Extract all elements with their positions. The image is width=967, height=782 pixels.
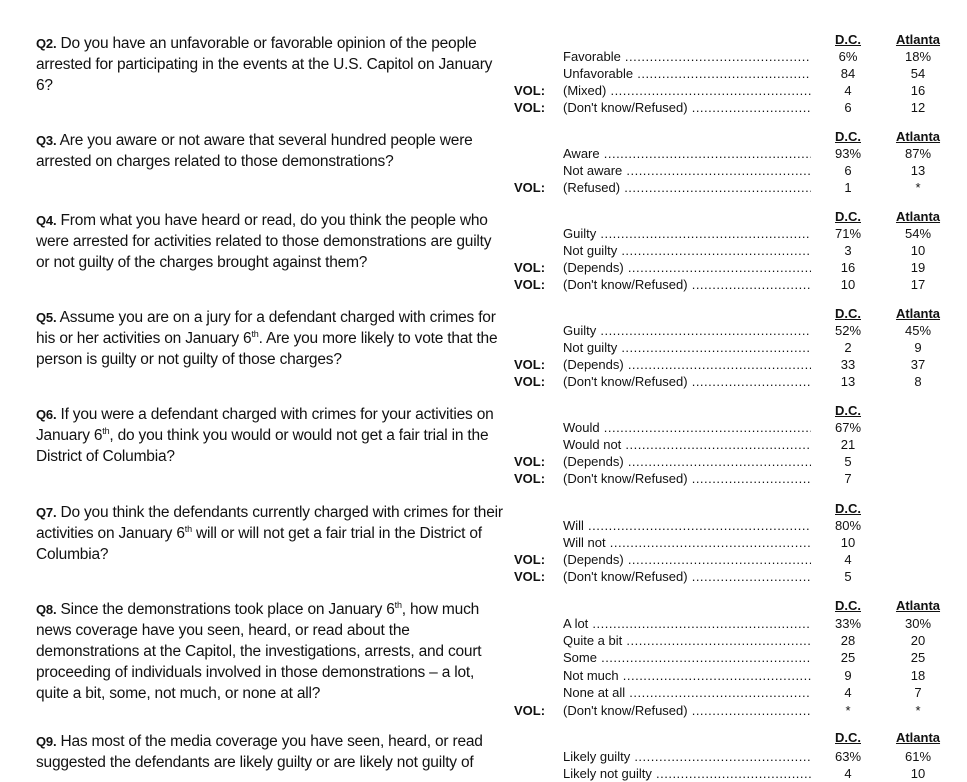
value-atlanta: * xyxy=(915,703,921,718)
value-atlanta: 9 xyxy=(914,340,922,355)
question-body-cont: , do you think you would or would not get a fair trial in the District of Columbia? xyxy=(36,427,489,465)
value-atlanta: 17 xyxy=(910,277,926,292)
answer-row xyxy=(0,568,967,585)
column-header-dc: D.C. xyxy=(835,730,861,745)
answer-row xyxy=(0,436,967,453)
value-atlanta: 54% xyxy=(904,226,932,241)
value-dc: 28 xyxy=(840,633,856,648)
value-dc: * xyxy=(845,703,851,718)
value-dc: 4 xyxy=(844,552,852,567)
value-dc: 2 xyxy=(844,340,852,355)
value-atlanta: 10 xyxy=(910,766,926,781)
vol-tag: VOL: xyxy=(514,552,546,567)
vol-tag: VOL: xyxy=(514,180,546,195)
column-header-atlanta: Atlanta xyxy=(895,730,941,745)
value-dc: 67% xyxy=(834,420,862,435)
value-atlanta: 19 xyxy=(910,260,926,275)
answer-row xyxy=(0,225,967,242)
answer-row xyxy=(0,99,967,116)
answer-label: (Mixed) ..... xyxy=(563,82,811,99)
vol-tag: VOL: xyxy=(514,471,546,486)
value-atlanta: 8 xyxy=(914,374,922,389)
question-body-cont: , how much news coverage have you seen, heard, or read about the demonstrations at the Capitol, the investigations, arrests, and court proceeding of individuals involved in those demonstrations – a lot, quite a bit, some, not much, or none at all? xyxy=(36,601,482,702)
value-dc: 4 xyxy=(844,766,852,781)
answer-row xyxy=(0,373,967,390)
answer-row xyxy=(0,702,967,719)
column-header-atlanta: Atlanta xyxy=(895,32,941,47)
answer-row xyxy=(0,322,967,339)
answer-row xyxy=(0,765,967,782)
question-body: Assume you are on a jury for a defendant charged with crimes for his or her activities on January 6 xyxy=(36,309,496,347)
answer-row xyxy=(0,632,967,649)
value-dc: 33% xyxy=(834,616,862,631)
question-body: Are you aware or not aware that several hundred people were arrested on charges related to those demonstrations? xyxy=(36,132,473,170)
value-dc: 5 xyxy=(844,454,852,469)
value-dc: 6 xyxy=(844,163,852,178)
answer-label: A lot ..... xyxy=(563,615,811,632)
value-dc: 7 xyxy=(844,471,852,486)
answer-row xyxy=(0,534,967,551)
ordinal-suffix: th xyxy=(184,523,192,534)
value-dc: 71% xyxy=(834,226,862,241)
question-body-cont: will or will not get a fair trial in the District of Columbia? xyxy=(36,525,482,563)
answer-row xyxy=(0,242,967,259)
value-atlanta: 25 xyxy=(910,650,926,665)
answer-row xyxy=(0,162,967,179)
answer-label: (Don't know/Refused) ..... xyxy=(563,470,811,487)
answer-row xyxy=(0,276,967,293)
column-header-atlanta: Atlanta xyxy=(895,209,941,224)
answer-label: Will not ..... xyxy=(563,534,811,551)
answer-row xyxy=(0,470,967,487)
column-header-dc: D.C. xyxy=(835,501,861,516)
value-atlanta: 7 xyxy=(914,685,922,700)
answer-label: (Depends) ..... xyxy=(563,259,811,276)
answer-label: Would not ..... xyxy=(563,436,811,453)
question-body-cont: . Are you more likely to vote that the person is guilty or not guilty of those charges? xyxy=(36,330,498,368)
value-dc: 10 xyxy=(840,535,856,550)
answer-label: Will ..... xyxy=(563,517,811,534)
value-atlanta: 54 xyxy=(910,66,926,81)
question-number: Q9. xyxy=(36,734,57,749)
value-dc: 33 xyxy=(840,357,856,372)
answer-row xyxy=(0,453,967,470)
question-number: Q6. xyxy=(36,407,57,422)
answer-label: (Depends) ..... xyxy=(563,453,811,470)
value-atlanta: 12 xyxy=(910,100,926,115)
answer-row xyxy=(0,551,967,568)
value-dc: 1 xyxy=(844,180,852,195)
answer-label: Likely not guilty ..... xyxy=(563,765,811,782)
answer-label: Favorable ..... xyxy=(563,48,811,65)
value-dc: 13 xyxy=(840,374,856,389)
value-atlanta: 87% xyxy=(904,146,932,161)
value-dc: 6% xyxy=(838,49,858,64)
value-atlanta: 18% xyxy=(904,49,932,64)
answer-label: Not guilty ..... xyxy=(563,242,811,259)
question-number: Q4. xyxy=(36,213,57,228)
value-dc: 21 xyxy=(840,437,856,452)
vol-tag: VOL: xyxy=(514,260,546,275)
vol-tag: VOL: xyxy=(514,569,546,584)
value-atlanta: 10 xyxy=(910,243,926,258)
vol-tag: VOL: xyxy=(514,374,546,389)
answer-row xyxy=(0,259,967,276)
answer-label: Not much ..... xyxy=(563,667,811,684)
answer-label: (Depends) ..... xyxy=(563,551,811,568)
answer-label: (Don't know/Refused) ..... xyxy=(563,702,811,719)
value-dc: 4 xyxy=(844,685,852,700)
answer-row xyxy=(0,649,967,666)
value-dc: 4 xyxy=(844,83,852,98)
value-atlanta: 37 xyxy=(910,357,926,372)
value-dc: 16 xyxy=(840,260,856,275)
answer-label: Likely guilty ..... xyxy=(563,748,811,765)
column-header-atlanta: Atlanta xyxy=(895,129,941,144)
answer-label: Quite a bit ..... xyxy=(563,632,811,649)
answer-row xyxy=(0,48,967,65)
column-header-atlanta: Atlanta xyxy=(895,306,941,321)
question-body: If you were a defendant charged with crimes for your activities on January 6 xyxy=(36,406,494,444)
column-header-dc: D.C. xyxy=(835,129,861,144)
column-header-atlanta: Atlanta xyxy=(895,598,941,613)
value-dc: 10 xyxy=(840,277,856,292)
question-body: Since the demonstrations took place on January 6 xyxy=(60,601,395,618)
column-header-dc: D.C. xyxy=(835,209,861,224)
value-dc: 25 xyxy=(840,650,856,665)
value-dc: 63% xyxy=(834,749,862,764)
ordinal-suffix: th xyxy=(251,328,259,339)
answer-label: (Refused) ..... xyxy=(563,179,811,196)
value-dc: 84 xyxy=(840,66,856,81)
question-number: Q8. xyxy=(36,602,57,617)
value-atlanta: 13 xyxy=(910,163,926,178)
vol-tag: VOL: xyxy=(514,83,546,98)
answer-label: Aware ..... xyxy=(563,145,811,162)
value-atlanta: * xyxy=(915,180,921,195)
value-dc: 5 xyxy=(844,569,852,584)
answer-row xyxy=(0,667,967,684)
ordinal-suffix: th xyxy=(102,425,110,436)
vol-tag: VOL: xyxy=(514,703,546,718)
answer-label: Unfavorable ..... xyxy=(563,65,811,82)
answer-row xyxy=(0,65,967,82)
answer-label: Not aware ..... xyxy=(563,162,811,179)
question-number: Q7. xyxy=(36,505,57,520)
column-header-dc: D.C. xyxy=(835,598,861,613)
value-atlanta: 30% xyxy=(904,616,932,631)
answer-row xyxy=(0,419,967,436)
answer-row xyxy=(0,517,967,534)
value-atlanta: 45% xyxy=(904,323,932,338)
ordinal-suffix: th xyxy=(394,599,402,610)
question-number: Q2. xyxy=(36,36,57,51)
question-number: Q5. xyxy=(36,310,57,325)
answer-row xyxy=(0,356,967,373)
answer-label: (Don't know/Refused) ..... xyxy=(563,373,811,390)
answer-row xyxy=(0,748,967,765)
value-dc: 6 xyxy=(844,100,852,115)
answer-row xyxy=(0,615,967,632)
question-body: Do you think the defendants currently charged with crimes for their activities on January 6 xyxy=(36,504,503,542)
question-body: From what you have heard or read, do you think the people who were arrested for activities related to those demonstrations are guilty or not guilty of the charges brought against them? xyxy=(36,212,492,271)
answer-label: None at all ..... xyxy=(563,684,811,701)
answer-label: (Don't know/Refused) ..... xyxy=(563,99,811,116)
value-atlanta: 16 xyxy=(910,83,926,98)
value-dc: 52% xyxy=(834,323,862,338)
answer-row xyxy=(0,145,967,162)
value-atlanta: 61% xyxy=(904,749,932,764)
answer-label: Some ..... xyxy=(563,649,811,666)
column-header-dc: D.C. xyxy=(835,403,861,418)
vol-tag: VOL: xyxy=(514,100,546,115)
column-header-dc: D.C. xyxy=(835,306,861,321)
answer-row xyxy=(0,82,967,99)
answer-label: Would ..... xyxy=(563,419,811,436)
column-header-dc: D.C. xyxy=(835,32,861,47)
vol-tag: VOL: xyxy=(514,357,546,372)
answer-label: Guilty ..... xyxy=(563,225,811,242)
question-body: Has most of the media coverage you have seen, heard, or read suggested the defendants are likely guilty or are likely not guilty of xyxy=(36,733,483,771)
value-atlanta: 20 xyxy=(910,633,926,648)
value-dc: 80% xyxy=(834,518,862,533)
question-body: Do you have an unfavorable or favorable opinion of the people arrested for participating in the events at the U.S. Capitol on January 6? xyxy=(36,35,493,94)
answer-label: (Don't know/Refused) ..... xyxy=(563,568,811,585)
answer-row xyxy=(0,179,967,196)
answer-row xyxy=(0,339,967,356)
value-dc: 93% xyxy=(834,146,862,161)
vol-tag: VOL: xyxy=(514,277,546,292)
value-atlanta: 18 xyxy=(910,668,926,683)
value-dc: 3 xyxy=(844,243,852,258)
answer-label: Guilty ..... xyxy=(563,322,811,339)
value-dc: 9 xyxy=(844,668,852,683)
question-number: Q3. xyxy=(36,133,57,148)
answer-row xyxy=(0,684,967,701)
vol-tag: VOL: xyxy=(514,454,546,469)
answer-label: (Depends) ..... xyxy=(563,356,811,373)
answer-label: Not guilty ..... xyxy=(563,339,811,356)
answer-label: (Don't know/Refused) ..... xyxy=(563,276,811,293)
